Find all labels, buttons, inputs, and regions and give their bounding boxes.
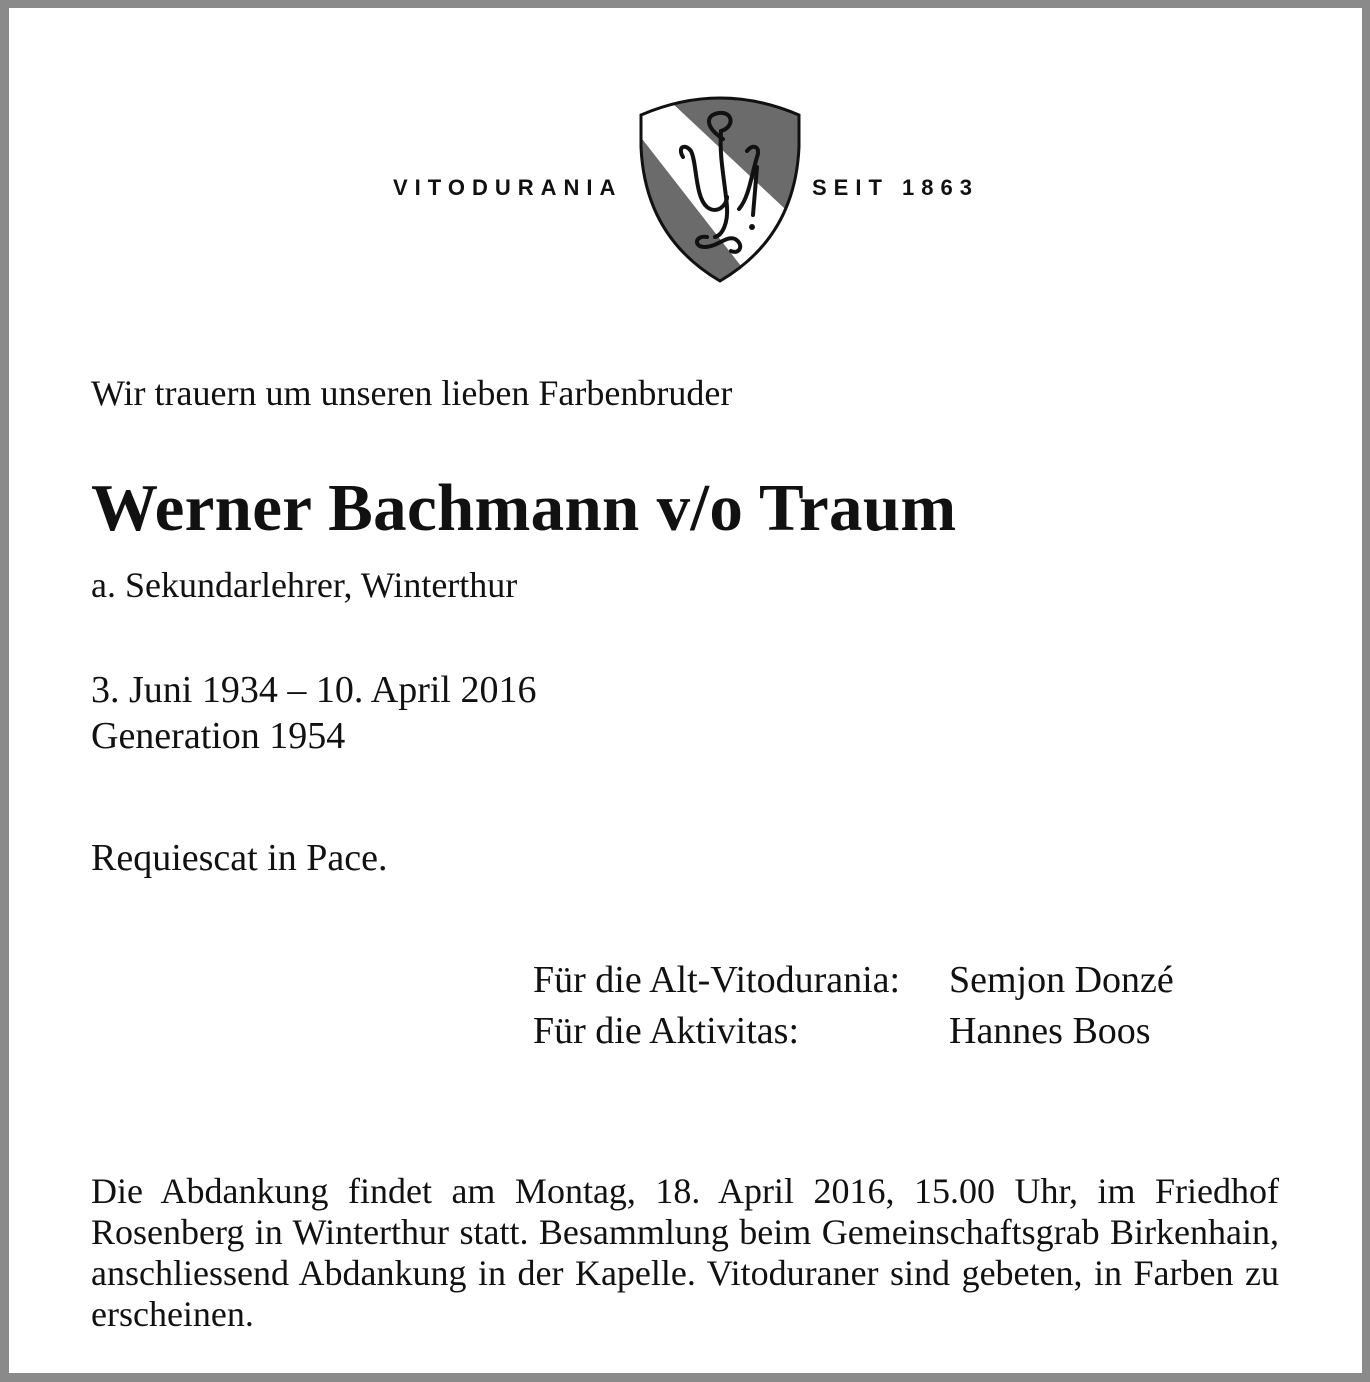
generation-text: Generation 1954 (91, 715, 346, 757)
occupation-text: a. Sekundarlehrer, Winterthur (91, 565, 518, 605)
intro-text: Wir trauern um unseren lieben Farbenbruder (91, 373, 733, 413)
signature-name-alt-vitodurania: Semjon Donzé (949, 959, 1174, 1001)
funeral-notice: Die Abdankung findet am Montag, 18. April 2016, 15.00 Uhr, im Friedhof Rosenberg in Winterthur statt. Besammlung beim Gemeinschaftsgrab Birkenhain, anschliessend Abdankung in der Kapelle. Vitoduraner sind gebeten, in Farben zu erscheinen. (91, 1171, 1279, 1334)
logo-text-left: VITODURANIA (393, 175, 623, 200)
signature-label-aktivitas: Für die Aktivitas: (533, 1010, 799, 1052)
life-dates: 3. Juni 1934 – 10. April 2016 (91, 669, 537, 711)
signature-name-aktivitas: Hannes Boos (949, 1010, 1151, 1052)
closing-text: Requiescat in Pace. (91, 837, 388, 879)
fraternity-crest-icon (635, 87, 805, 284)
deceased-name: Werner Bachmann v/o Traum (91, 471, 957, 545)
signature-label-alt-vitodurania: Für die Alt-Vitodurania: (533, 959, 901, 1001)
logo-text-right: SEIT 1863 (812, 175, 979, 200)
